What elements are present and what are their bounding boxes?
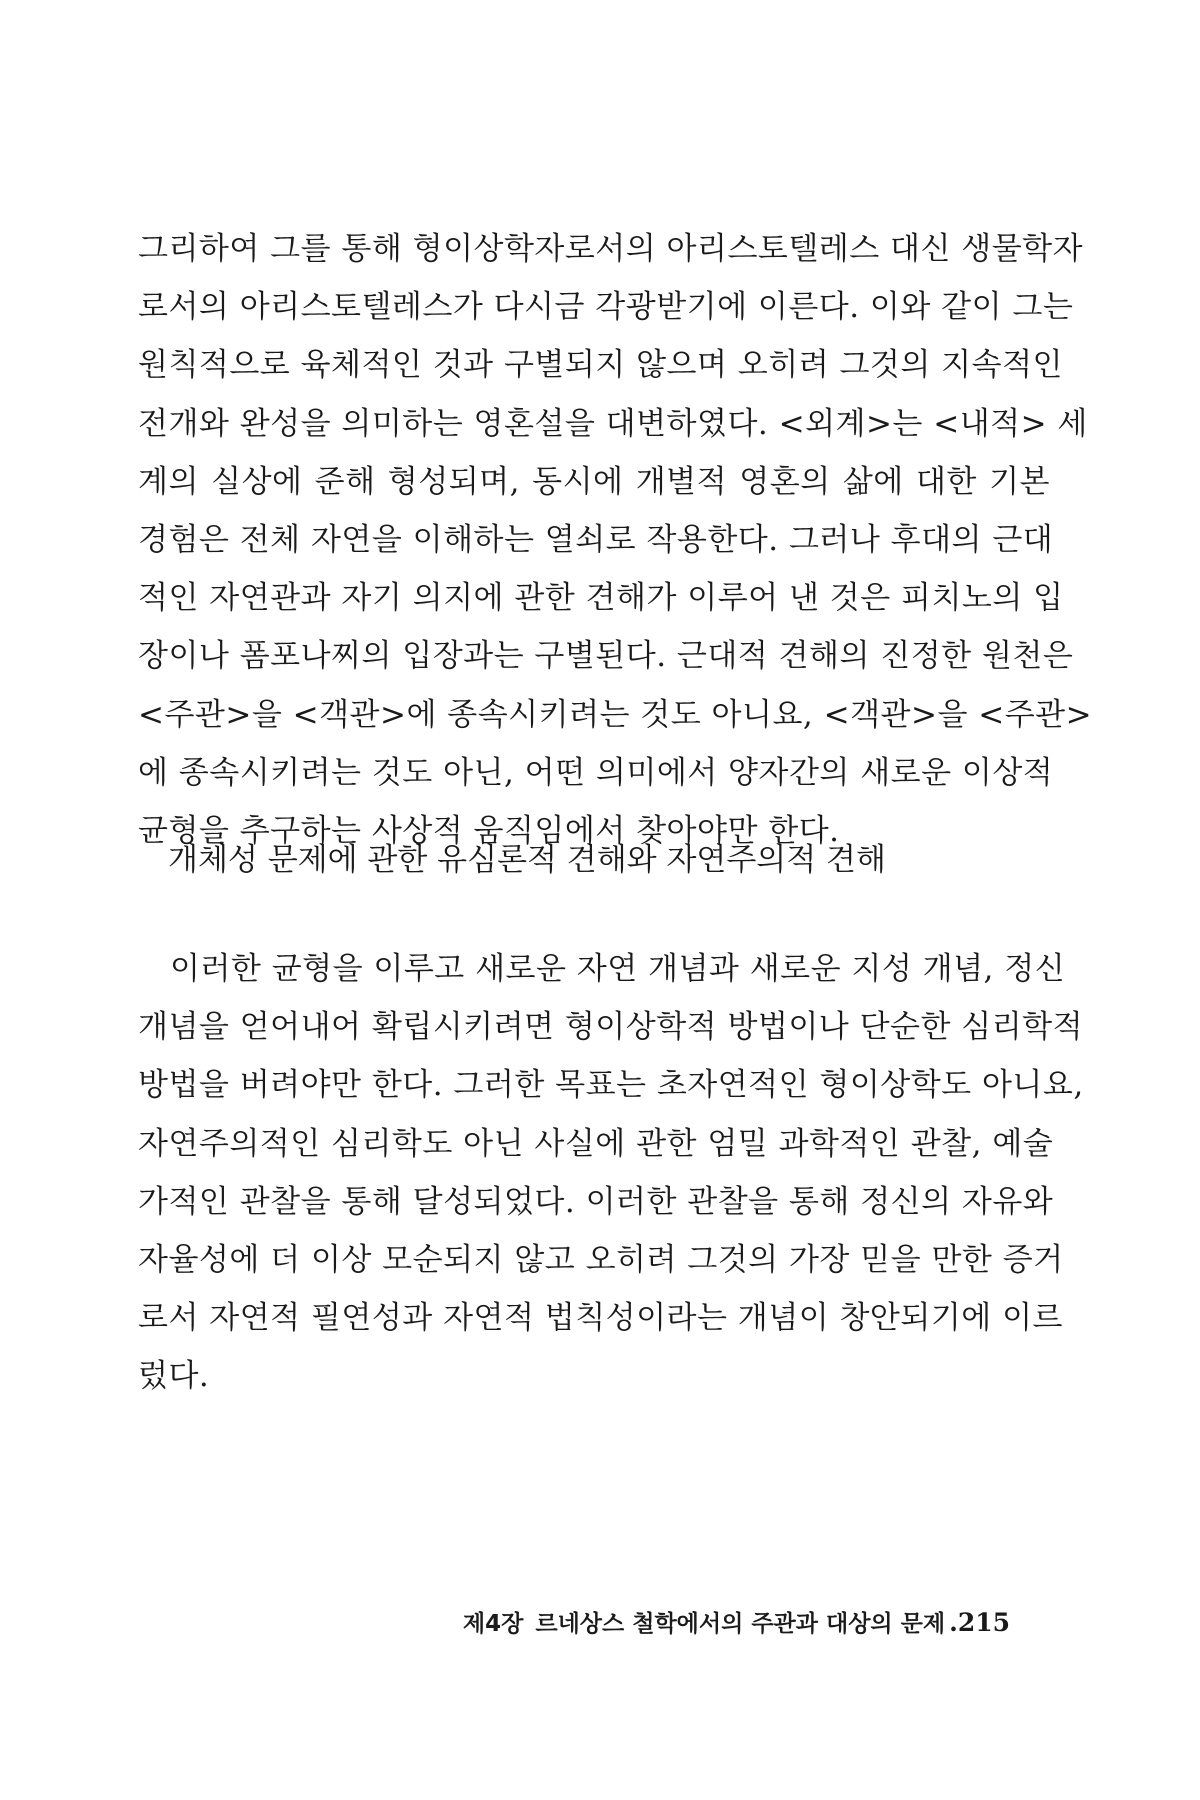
section-heading: 개체성 문제에 관한 유심론적 견해와 자연주의적 견해 — [168, 842, 886, 878]
text-line: 에 종속시키려는 것도 아닌, 어떤 의미에서 양자간의 새로운 이상적 — [138, 754, 1054, 791]
chapter-title: 르네상스 철학에서의 주관과 대상의 문제 — [535, 1611, 946, 1637]
text-line: 이러한 균형을 이루고 새로운 자연 개념과 새로운 지성 개념, 정신 — [170, 951, 1066, 987]
text-line: 자율성에 더 이상 모순되지 않고 오히려 그것의 가장 믿을 만한 증거 — [138, 1241, 1064, 1278]
text-line: 로서의 아리스토텔레스가 다시금 각광받기에 이른다. 이와 같이 그는 — [138, 289, 1074, 326]
paragraph-2 — [138, 940, 1084, 1406]
running-footer — [463, 1608, 1010, 1639]
text-line: 경험은 전체 자연을 이해하는 열쇠로 작용한다. 그러나 후대의 근대 — [138, 521, 1054, 558]
text-line: 원칙적으로 육체적인 것과 구별되지 않으며 오히려 그것의 지속적인 — [138, 347, 1063, 384]
text-line: 계의 실상에 준해 형성되며, 동시에 개별적 영혼의 삶에 대한 기본 — [138, 463, 1050, 500]
text-line: 전개와 완성을 의미하는 영혼설을 대변하였다. <외계>는 <내적> 세 — [138, 405, 1088, 442]
chapter-label: 제4장 — [462, 1611, 524, 1637]
text-line: 방법을 버려야만 한다. 그러한 목표는 초자연적인 형이상학도 아니요, — [138, 1067, 1084, 1104]
text-line: 균형을 추구하는 사상적 움직임에서 찾아야만 한다. — [138, 812, 840, 849]
page-number: .215 — [949, 1608, 1010, 1637]
text-line: 적인 자연관과 자기 의지에 관한 견해가 이루어 낸 것은 피치노의 입 — [138, 580, 1064, 617]
text-line: 자연주의적인 심리학도 아닌 사실에 관한 엄밀 과학적인 관찰, 예술 — [138, 1125, 1054, 1162]
text-line: 렀다. — [138, 1358, 210, 1395]
paragraph-1 — [138, 220, 1093, 860]
text-line: 가적인 관찰을 통해 달성되었다. 이러한 관찰을 통해 정신의 자유와 — [138, 1183, 1054, 1220]
text-line: 그리하여 그를 통해 형이상학자로서의 아리스토텔레스 대신 생물학자 — [138, 231, 1084, 267]
text-line: 개념을 얻어내어 확립시키려면 형이상학적 방법이나 단순한 심리학적 — [138, 1009, 1084, 1046]
text-line: 장이나 폼포나찌의 입장과는 구별된다. 근대적 견해의 진정한 원천은 — [138, 638, 1074, 675]
text-line: 로서 자연적 필연성과 자연적 법칙성이라는 개념이 창안되기에 이르 — [138, 1300, 1063, 1337]
text-line: <주관>을 <객관>에 종속시키려는 것도 아니요, <객관>을 <주관> — [138, 696, 1093, 733]
